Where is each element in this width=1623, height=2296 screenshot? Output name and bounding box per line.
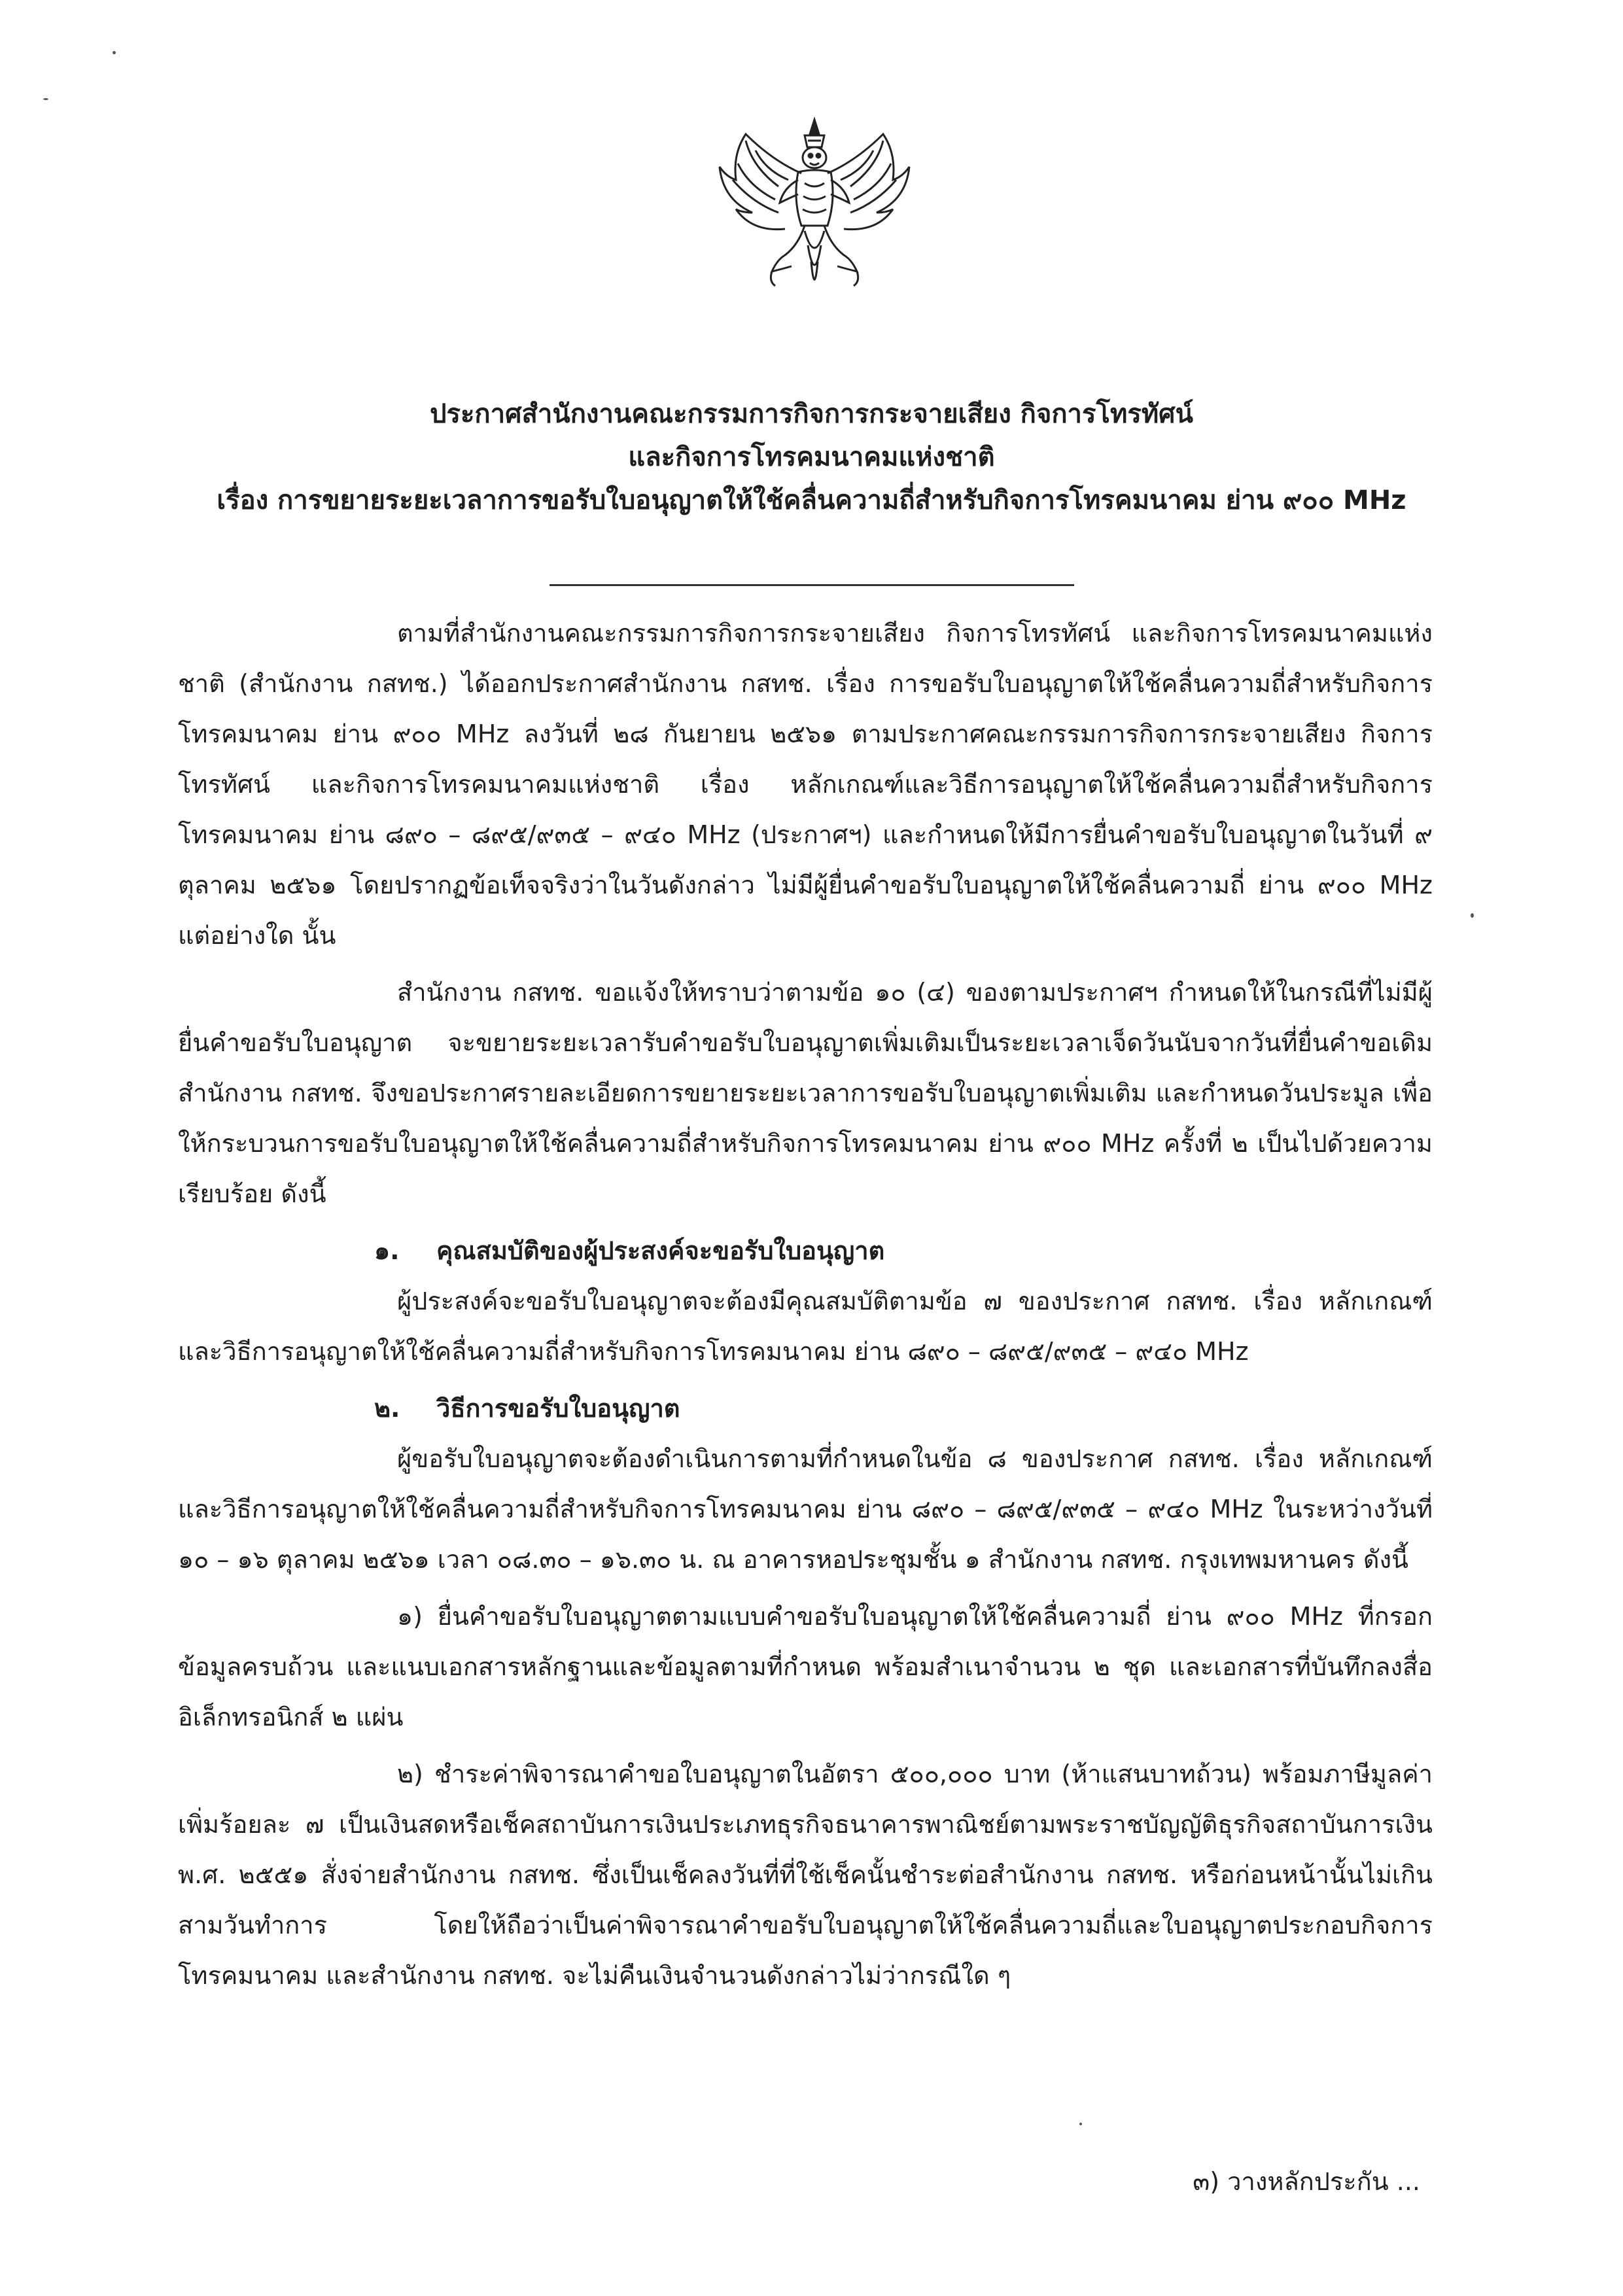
title-line-3: เรื่อง การขยายระยะเวลาการขอรับใบอนุญาตให้ใช้คลื่นความถี่สำหรับกิจการโทรคมนาคม ย่าน ๙๐๐ MHz bbox=[217, 485, 1406, 515]
garuda-emblem bbox=[707, 114, 922, 304]
list-item-1: ๑) ยื่นคำขอรับใบอนุญาตตามแบบคำขอรับใบอนุญาตให้ใช้คลื่นความถี่ ย่าน ๙๐๐ MHz ที่กรอกข้อมูลครบถ้วน และแนบเอกสารหลักฐานและข้อมูลตามที่กำหนด พร้อมสำเนาจำนวน ๒ ชุด และเอกสารที่บันทึกลงสื่ออิเล็กทรอนิกส์ ๒ แผ่น bbox=[178, 1602, 1433, 1731]
title-line-2: และกิจการโทรคมนาคมแห่งชาติ bbox=[628, 442, 995, 472]
section-1-heading bbox=[178, 1226, 1433, 1276]
section-2-title: วิธีการขอรับใบอนุญาต bbox=[436, 1394, 680, 1423]
scan-speck bbox=[43, 98, 48, 100]
section-1-text: ผู้ประสงค์จะขอรับใบอนุญาตจะต้องมีคุณสมบัติตามข้อ ๗ ของประกาศ กสทช. เรื่อง หลักเกณฑ์และวิธีการอนุญาตให้ใช้คลื่นความถี่สำหรับกิจการโทรคมนาคม ย่าน ๘๙๐ – ๘๙๕/๙๓๕ – ๙๔๐ MHz bbox=[178, 1287, 1433, 1366]
section-2-heading bbox=[178, 1383, 1433, 1434]
section-2-text: ผู้ขอรับใบอนุญาตจะต้องดำเนินการตามที่กำหนดในข้อ ๘ ของประกาศ กสทช. เรื่อง หลักเกณฑ์และวิธีการอนุญาตให้ใช้คลื่นความถี่สำหรับกิจการโทรคมนาคม ย่าน ๘๙๐ – ๘๙๕/๙๓๕ – ๙๔๐ MHz ในระหว่างวันที่ ๑๐ – ๑๖ ตุลาคม ๒๕๖๑ เวลา ๐๘.๓๐ – ๑๖.๓๐ น. ณ อาคารหอประชุมชั้น ๑ สำนักงาน กสทช. กรุงเทพมหานคร ดังนี้ bbox=[178, 1444, 1433, 1574]
announcement-title bbox=[131, 392, 1492, 522]
section-2-number: ๒. bbox=[374, 1394, 400, 1423]
scan-speck bbox=[113, 51, 116, 54]
title-divider bbox=[550, 584, 1074, 586]
paragraph-2: สำนักงาน กสทช. ขอแจ้งให้ทราบว่าตามข้อ ๑๐ (๔) ของตามประกาศฯ กำหนดให้ในกรณีที่ไม่มีผู้ยื่นคำขอรับใบอนุญาต จะขยายระยะเวลารับคำขอรับใบอนุญาตเพิ่มเติมเป็นระยะเวลาเจ็ดวันนับจากวันที่ยื่นคำขอเดิม สำนักงาน กสทช. จึงขอประกาศรายละเอียดการขยายระยะเวลาการขอรับใบอนุญาตเพิ่มเติม และกำหนดวันประมูล เพื่อให้กระบวนการขอรับใบอนุญาตให้ใช้คลื่นความถี่สำหรับกิจการโทรคมนาคม ย่าน ๙๐๐ MHz ครั้งที่ ๒ เป็นไปด้วยความเรียบร้อย ดังนี้ bbox=[178, 978, 1433, 1208]
paragraph-1: ตามที่สำนักงานคณะกรรมการกิจการกระจายเสียง กิจการโทรทัศน์ และกิจการโทรคมนาคมแห่งชาติ (สำนักงาน กสทช.) ได้ออกประกาศสำนักงาน กสทช. เรื่อง การขอรับใบอนุญาตให้ใช้คลื่นความถี่สำหรับกิจการโทรคมนาคม ย่าน ๙๐๐ MHz ลงวันที่ ๒๘ กันยายน ๒๕๖๑ ตามประกาศคณะกรรมการกิจการกระจายเสียง กิจการโทรทัศน์ และกิจการโทรคมนาคมแห่งชาติ เรื่อง หลักเกณฑ์และวิธีการอนุญาตให้ใช้คลื่นความถี่สำหรับกิจการโทรคมนาคม ย่าน ๘๙๐ – ๘๙๕/๙๓๕ – ๙๔๐ MHz (ประกาศฯ) และกำหนดให้มีการยื่นคำขอรับใบอนุญาตในวันที่ ๙ ตุลาคม ๒๕๖๑ โดยปรากฏข้อเท็จจริงว่าในวันดังกล่าว ไม่มีผู้ยื่นคำขอรับใบอนุญาตให้ใช้คลื่นความถี่ ย่าน ๙๐๐ MHz แต่อย่างใด นั้น bbox=[178, 619, 1433, 950]
continuation-note: ๓) วางหลักประกัน ... bbox=[1193, 2167, 1420, 2196]
title-line-1: ประกาศสำนักงานคณะกรรมการกิจการกระจายเสียง กิจการโทรทัศน์ bbox=[430, 399, 1193, 429]
section-1-number: ๑. bbox=[374, 1236, 400, 1265]
list-item-2: ๒) ชำระค่าพิจารณาคำขอใบอนุญาตในอัตรา ๕๐๐,๐๐๐ บาท (ห้าแสนบาทถ้วน) พร้อมภาษีมูลค่าเพิ่มร้อยละ ๗ เป็นเงินสดหรือเช็คสถาบันการเงินประเภทธุรกิจธนาคารพาณิชย์ตามพระราชบัญญัติธุรกิจสถาบันการเงิน พ.ศ. ๒๕๕๑ สั่งจ่ายสำนักงาน กสทช. ซึ่งเป็นเช็คลงวันที่ที่ใช้เช็คนั้นชำระต่อสำนักงาน กสทช. หรือก่อนหน้านั้นไม่เกินสามวันทำการ โดยให้ถือว่าเป็นค่าพิจารณาคำขอรับใบอนุญาตให้ใช้คลื่นความถี่และใบอนุญาตประกอบกิจการโทรคมนาคม และสำนักงาน กสทช. จะไม่คืนเงินจำนวนดังกล่าวไม่ว่ากรณีใด ๆ bbox=[178, 1760, 1433, 1990]
document-body bbox=[178, 608, 1433, 2001]
section-1-title: คุณสมบัติของผู้ประสงค์จะขอรับใบอนุญาต bbox=[436, 1236, 885, 1265]
scan-speck bbox=[1079, 2123, 1082, 2125]
scan-speck bbox=[1471, 913, 1474, 918]
